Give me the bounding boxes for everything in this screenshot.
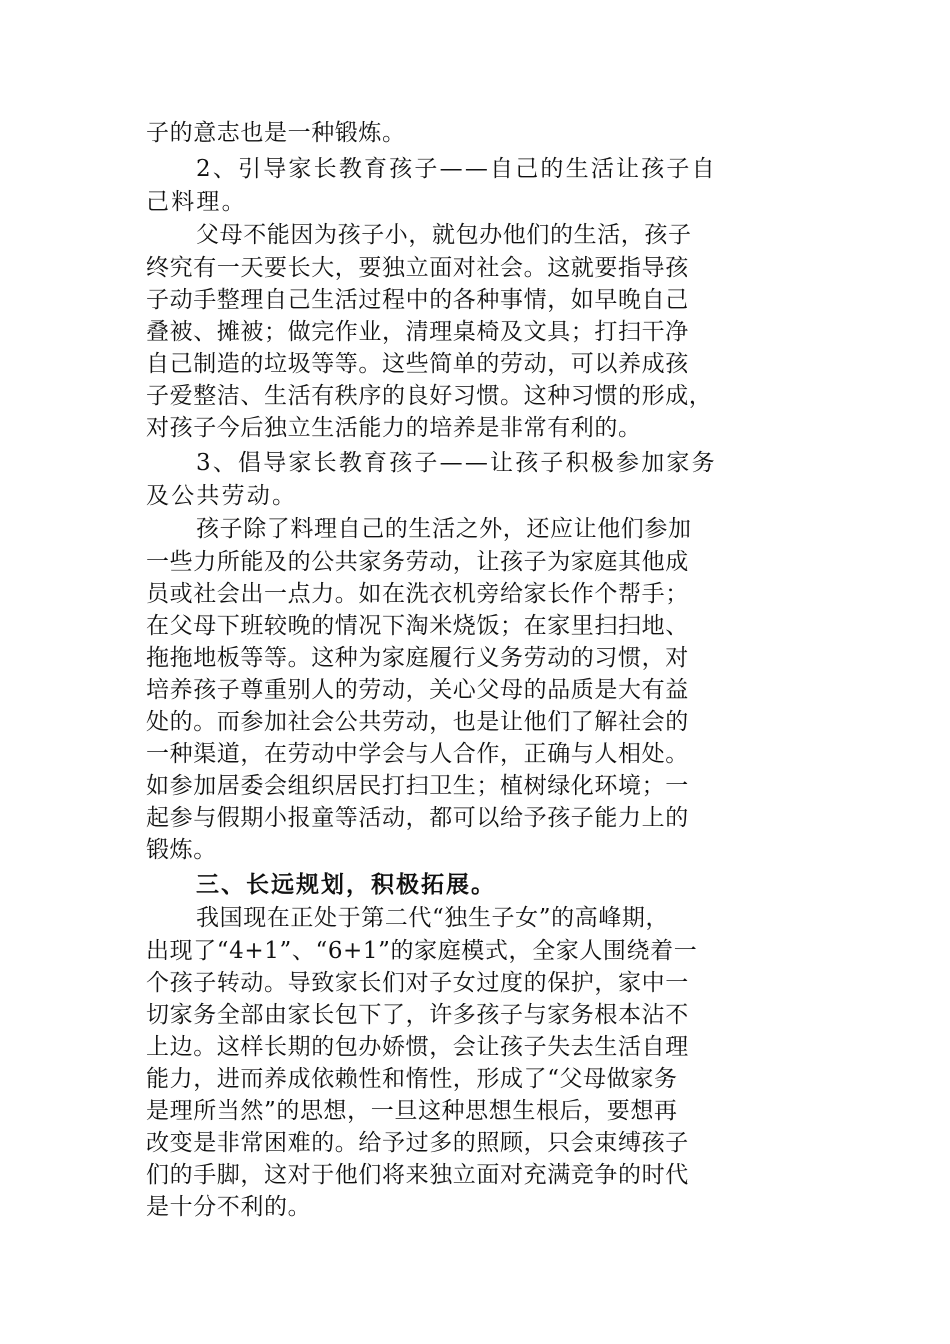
paragraph-line: 在父母下班较晚的情况下淘米烧饭；在家里扫扫地、 xyxy=(146,613,689,639)
paragraph-line: 子的意志也是一种锻炼。 xyxy=(146,120,406,146)
paragraph-line: 培养孩子尊重别人的劳动，关心父母的品质是大有益 xyxy=(146,677,689,703)
paragraph-line: 我国现在正处于第二代“独生子女”的高峰期， xyxy=(196,905,670,931)
paragraph-line: 一种渠道，在劳动中学会与人合作，正确与人相处。 xyxy=(146,741,689,767)
paragraph-line: 们的手脚，这对于他们将来独立面对充满竞争的时代 xyxy=(146,1162,689,1188)
paragraph-line: 个孩子转动。导致家长们对子女过度的保护，家中一 xyxy=(146,970,689,996)
paragraph-line: 上边。这样长期的包办娇惯，会让孩子失去生活自理 xyxy=(146,1034,689,1060)
paragraph-line: 拖拖地板等等。这种为家庭履行义务劳动的习惯，对 xyxy=(146,645,689,671)
paragraph-line: 员或社会出一点力。如在洗衣机旁给家长作个帮手； xyxy=(146,581,689,607)
paragraph-line: 切家务全部由家长包下了，许多孩子与家务根本沾不 xyxy=(146,1002,689,1028)
subheading-line: 2、引导家长教育孩子——自己的生活让孩子自 xyxy=(196,156,717,182)
paragraph-line: 能力，进而养成依赖性和惰性，形成了“父母做家务 xyxy=(146,1066,678,1092)
paragraph-line: 子爱整洁、生活有秩序的良好习惯。这种习惯的形成， xyxy=(146,383,713,409)
subheading-line: 己料理。 xyxy=(146,189,247,215)
paragraph-line: 改变是非常困难的。给予过多的照顾，只会束缚孩子 xyxy=(146,1130,689,1156)
paragraph-line: 出现了“4+1”、“6+1”的家庭模式，全家人围绕着一 xyxy=(146,938,698,964)
paragraph-line: 如参加居委会组织居民打扫卫生；植树绿化环境；一 xyxy=(146,773,689,799)
paragraph-line: 锻炼。 xyxy=(146,837,217,863)
paragraph-line: 子动手整理自己生活过程中的各种事情，如早晚自己 xyxy=(146,287,689,313)
paragraph-line: 自己制造的垃圾等等。这些简单的劳动，可以养成孩 xyxy=(146,351,689,377)
paragraph-line: 终究有一天要长大，要独立面对社会。这就要指导孩 xyxy=(146,255,689,281)
paragraph-line: 叠被、摊被；做完作业，清理桌椅及文具；打扫干净 xyxy=(146,319,689,345)
paragraph-line: 父母不能因为孩子小，就包办他们的生活，孩子 xyxy=(196,222,692,248)
paragraph-line: 是十分不利的。 xyxy=(146,1194,312,1220)
paragraph-line: 起参与假期小报童等活动，都可以给予孩子能力上的 xyxy=(146,805,689,831)
paragraph-line: 处的。而参加社会公共劳动，也是让他们了解社会的 xyxy=(146,709,689,735)
paragraph-line: 一些力所能及的公共家务劳动，让孩子为家庭其他成 xyxy=(146,549,689,575)
paragraph-line: 孩子除了料理自己的生活之外，还应让他们参加 xyxy=(196,516,692,542)
subheading-line: 3、倡导家长教育孩子——让孩子积极参加家务 xyxy=(196,450,717,476)
paragraph-line: 对孩子今后独立生活能力的培养是非常有利的。 xyxy=(146,415,642,441)
subheading-line: 及公共劳动。 xyxy=(146,483,298,509)
paragraph-line: 是理所当然”的思想，一旦这种思想生根后，要想再 xyxy=(146,1098,678,1124)
section-heading: 三、长远规划，积极拓展。 xyxy=(196,871,496,898)
